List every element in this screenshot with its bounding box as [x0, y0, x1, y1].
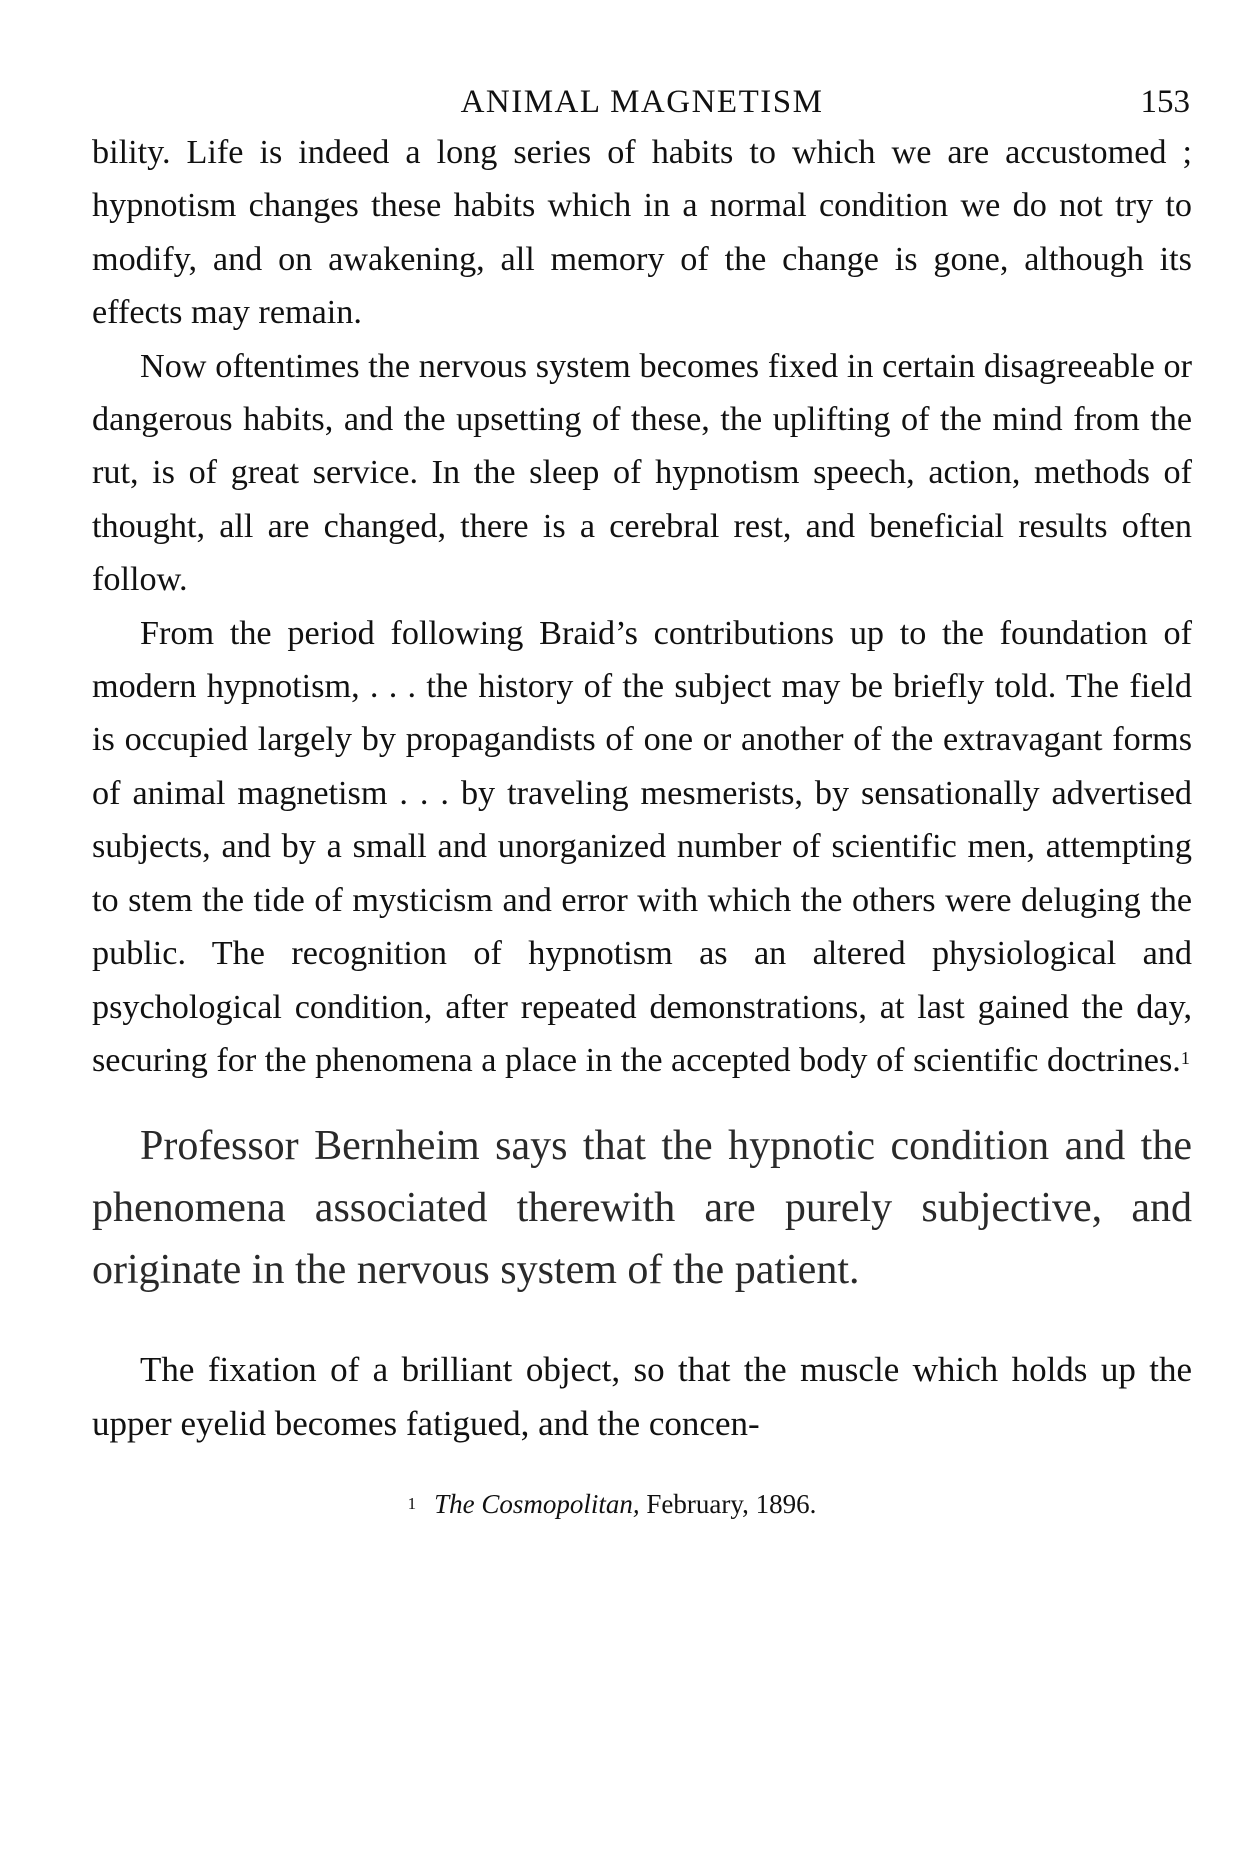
- footnote-date: February, 1896.: [646, 1489, 817, 1520]
- running-head: [92, 70, 1192, 126]
- paragraph-continuation: bility. Life is indeed a long series of habits to which we are accustomed ; hypnotism changes these habits which in a normal condition we do not try to modify, and on awakening, all memory of the change is gone, although its effects may remain.: [92, 134, 1192, 332]
- paragraph-braid-history: [92, 607, 1192, 1088]
- paragraph-fixation: The fixation of a brilliant object, so that the muscle which holds up the upper eyelid becomes fatigued, and the concen-: [92, 1350, 1192, 1444]
- running-title: ANIMAL MAGNETISM: [460, 84, 824, 120]
- page-number: 153: [1140, 84, 1190, 120]
- footnote-reference: 1: [1180, 1047, 1190, 1068]
- book-page: [92, 70, 1192, 1522]
- body-text: [92, 126, 1192, 1087]
- footnote: [92, 1486, 1192, 1522]
- footnote-mark: 1: [407, 1494, 417, 1514]
- paragraph-nervous-system: Now oftentimes the nervous system becomes fixed in certain disagreeable or dangerous habits, and the upsetting of these, the uplifting of the mind from the rut, is of great service. In the sleep of hypnotism speech, action, methods of thought, all are changed, there is a cerebral rest, and beneficial results often follow.: [92, 347, 1192, 599]
- footnote-title: The Cosmopolitan,: [434, 1489, 640, 1520]
- paragraph-bernheim: Professor Bernheim says that the hypnotic condition and the phenomena associated therewith are purely subjective, and originate in the nervous system of the patient.: [92, 1123, 1192, 1294]
- paragraph-braid-history-text: From the period following Braid’s contributions up to the foundation of modern hypnotism, . . . the history of the subject may be briefly told. The field is occupied largely by propagandists of one or another of the extravagant forms of animal magnetism . . . by traveling mesmerists, by sensationally advertised subjects, and by a small and unorganized number of scientific men, attempting to stem the tide of mysticism and error with which the others were deluging the public. The recognition of hypnotism as an altered physiological and psychological condition, after repeated demonstrations, at last gained the day, securing for the phenomena a place in the accepted body of scientific doctrines.: [92, 614, 1192, 1079]
